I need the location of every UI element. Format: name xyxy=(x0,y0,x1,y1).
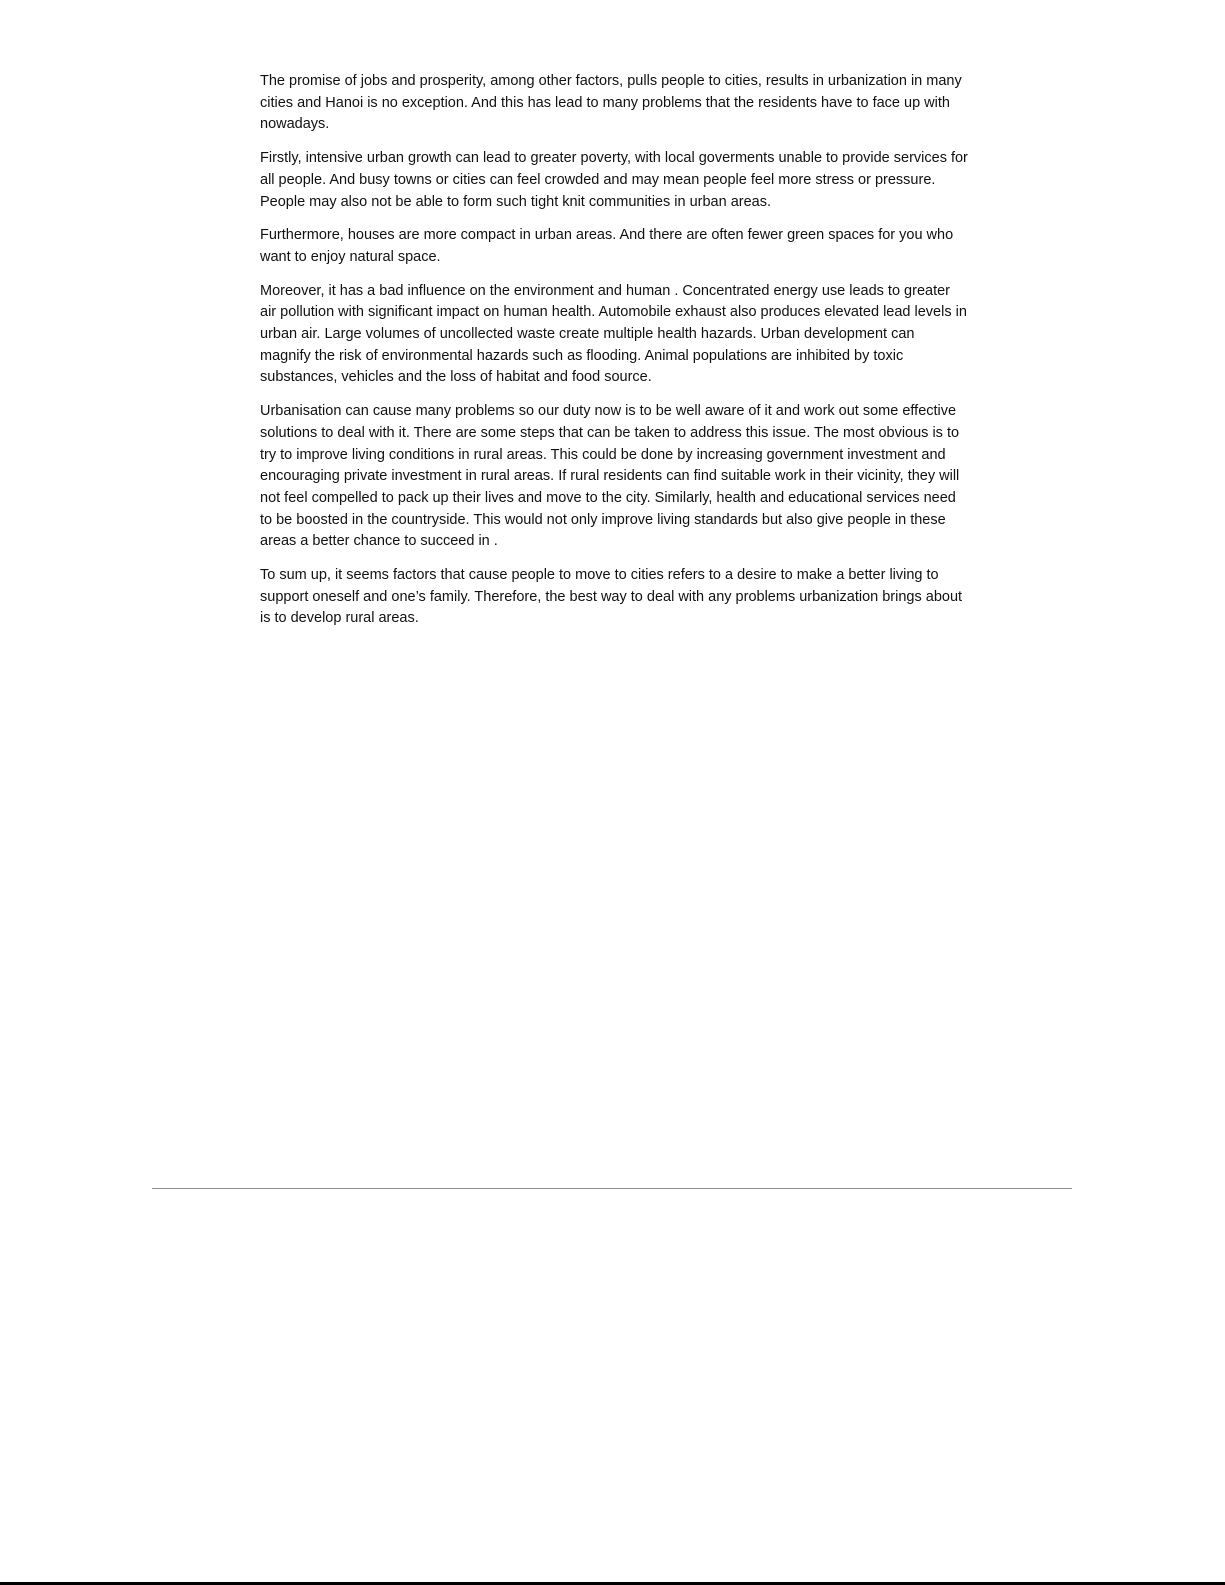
paragraph-solutions: Urbanisation can cause many problems so our duty now is to be well aware of it and work out some effective solutions to deal with it. There are some steps that can be taken to address this issue. The most obvious is to try to improve living conditions in rural areas. This could be done by increasing government investment and encouraging private investment in rural areas. If rural residents can find suitable work in their vicinity, they will not feel compelled to pack up their lives and move to the city. Similarly, health and educational services need to be boosted in the countryside. This would not only improve living standards but also give people in these areas a better chance to succeed in . xyxy=(260,403,960,550)
paragraph-conclusion: To sum up, it seems factors that cause people to move to cities refers to a desire to make a better living to support oneself and one’s family. Therefore, the best way to deal with any problems urbanization brings about is to develop rural areas. xyxy=(260,567,963,627)
page-divider xyxy=(152,1188,1072,1189)
paragraph-firstly: Firstly, intensive urban growth can lead to greater poverty, with local goverments unable to provide services for all people. And busy towns or cities can feel crowded and may mean people feel more stress or pressure. People may also not be able to form such tight knit communities in urban areas. xyxy=(260,150,968,210)
paragraph-furthermore: Furthermore, houses are more compact in urban areas. And there are often fewer green spaces for you who want to enjoy natural space. xyxy=(260,227,954,265)
paragraph-moreover: Moreover, it has a bad influence on the environment and human . Concentrated energy use leads to greater air pollution with significant impact on human health. Automobile exhaust also produces elevated lead levels in urban air. Large volumes of uncollected waste create multiple health hazards. Urban development can magnify the risk of environmental hazards such as flooding. Animal populations are inhibited by toxic substances, vehicles and the loss of habitat and food source. xyxy=(260,282,967,386)
paragraph-intro: The promise of jobs and prosperity, among other factors, pulls people to cities, results in urbanization in many cities and Hanoi is no exception. And this has lead to many problems that the residents have to face up with nowadays. xyxy=(260,73,962,133)
essay-body xyxy=(260,71,968,642)
